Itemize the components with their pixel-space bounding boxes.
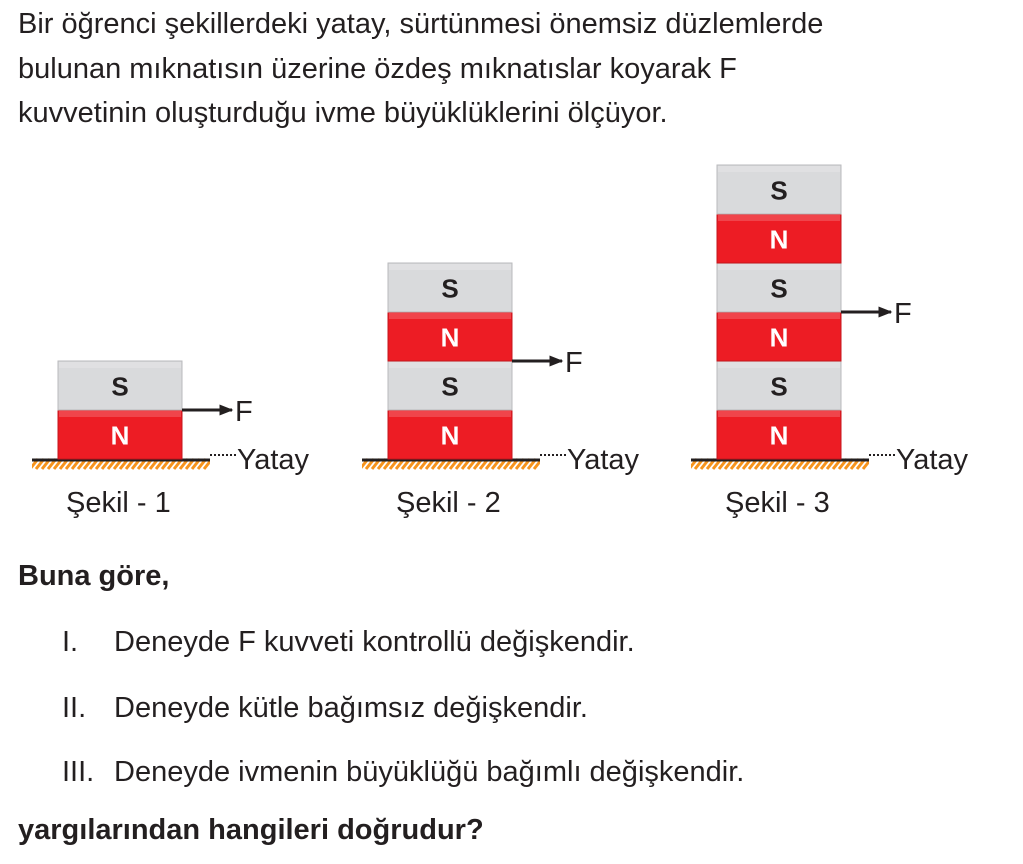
figure-caption: Şekil - 3 xyxy=(725,487,830,519)
question-lead: Buna göre, xyxy=(18,560,170,592)
ground-surface xyxy=(20,458,222,471)
pole-label: S xyxy=(111,371,129,402)
figure-1 xyxy=(20,361,310,519)
statement-numeral: III. xyxy=(62,756,95,788)
figure-2 xyxy=(350,263,640,519)
pole-label: N xyxy=(769,420,789,451)
question-text: yargılarından hangileri doğrudur? xyxy=(18,814,484,846)
statement-text: Deneyde kütle bağımsız değişkendir. xyxy=(114,692,588,724)
pole-label: S xyxy=(441,273,459,304)
statement-text: Deneyde ivmenin büyüklüğü bağımlı değişkendir. xyxy=(114,756,745,788)
intro-line: Bir öğrenci şekillerdeki yatay, sürtünmesi önemsiz düzlemlerde xyxy=(18,8,824,40)
statement-3 xyxy=(62,756,962,792)
pole-label: S xyxy=(770,273,788,304)
figure-3 xyxy=(679,165,969,519)
statement-2 xyxy=(62,692,962,728)
pole-label: N xyxy=(769,322,789,353)
pole-label: N xyxy=(110,420,130,451)
force-label: F xyxy=(894,298,912,330)
statement-1 xyxy=(62,626,962,662)
intro-line: kuvvetinin oluşturduğu ivme büyüklüklerini ölçüyor. xyxy=(18,97,668,129)
intro-line: bulunan mıknatısın üzerine özdeş mıknatıslar koyarak F xyxy=(18,52,737,85)
surface-label: Yatay xyxy=(567,444,640,476)
statement-numeral: I. xyxy=(62,626,79,658)
surface-label: Yatay xyxy=(896,444,969,476)
pole-label: S xyxy=(770,175,788,206)
statement-numeral: II. xyxy=(62,692,87,724)
pole-label: N xyxy=(440,420,460,451)
pole-label: S xyxy=(770,371,788,402)
pole-label: N xyxy=(440,322,460,353)
ground-surface xyxy=(350,458,552,471)
figure-caption: Şekil - 1 xyxy=(66,487,171,519)
force-label: F xyxy=(235,396,253,428)
ground-surface xyxy=(679,458,881,471)
pole-label: S xyxy=(441,371,459,402)
surface-label: Yatay xyxy=(237,444,310,476)
pole-label: N xyxy=(769,224,789,255)
statement-text: Deneyde F kuvveti kontrollü değişkendir. xyxy=(114,626,635,658)
figure-caption: Şekil - 2 xyxy=(396,487,501,519)
force-label: F xyxy=(565,347,583,379)
